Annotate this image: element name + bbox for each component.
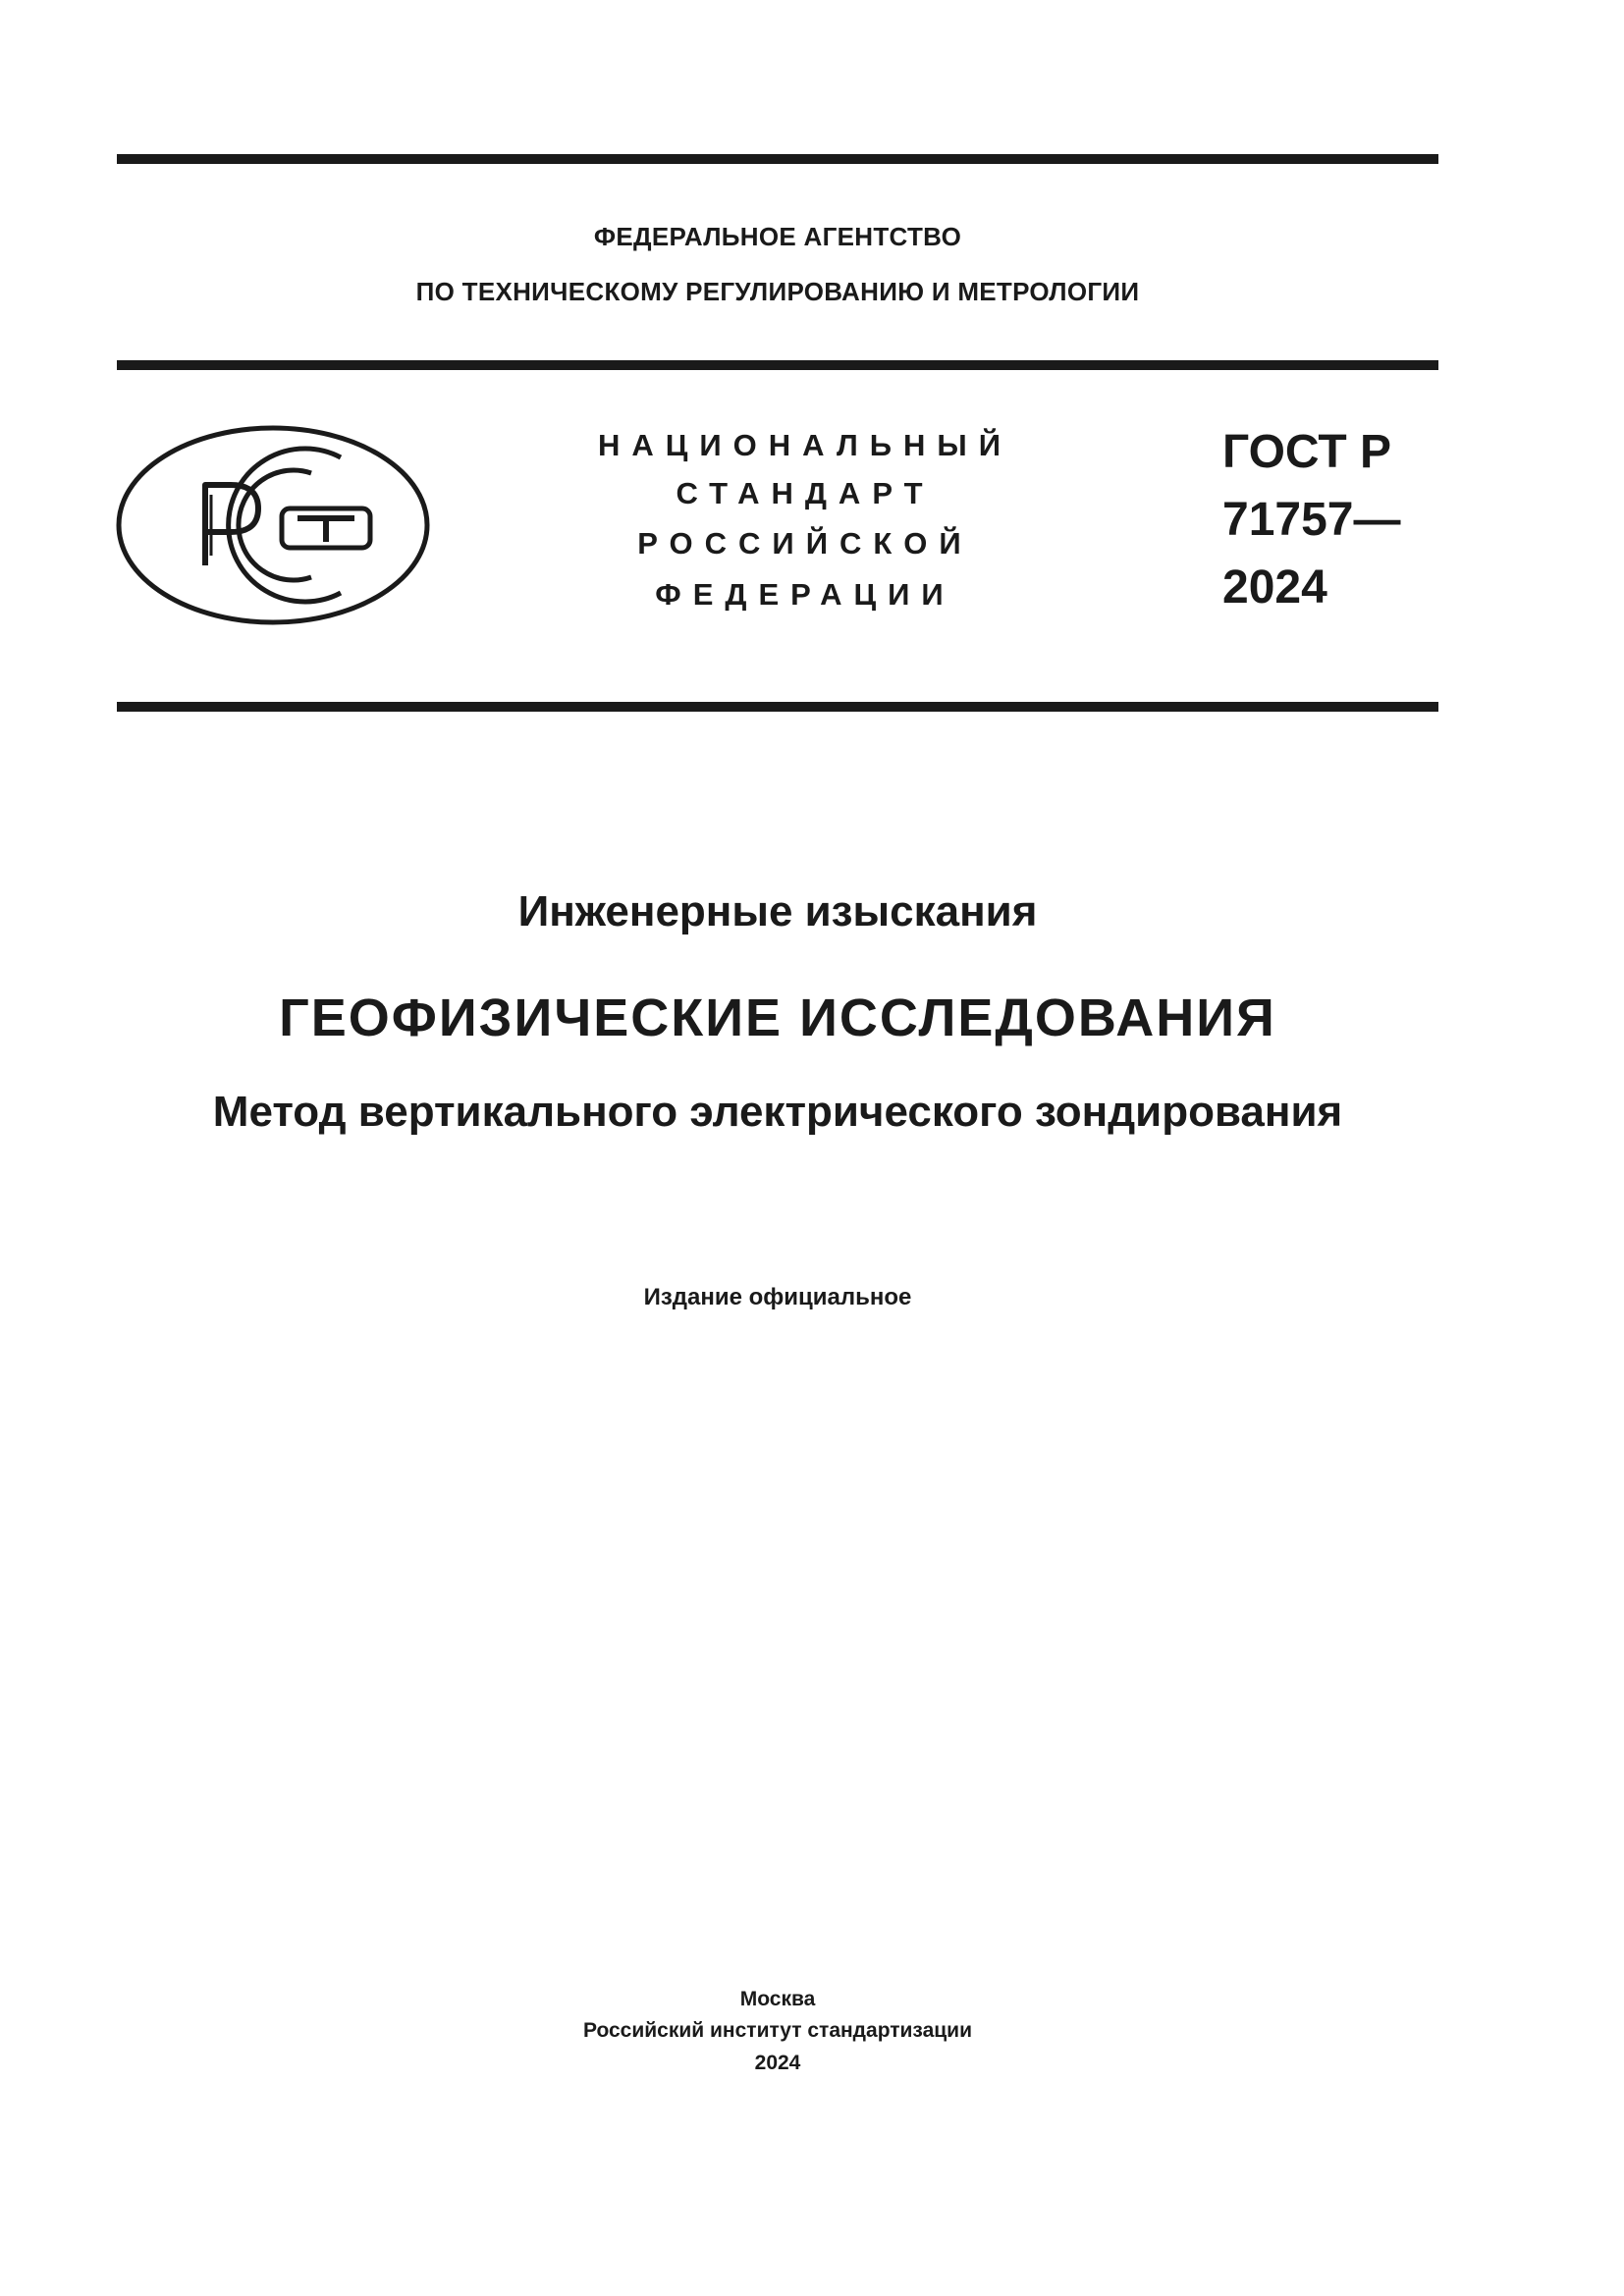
standard-designation-line1: ГОСТ Р bbox=[1222, 426, 1392, 478]
middle-rule bbox=[117, 360, 1438, 370]
document-title-category: Инженерные изыскания bbox=[517, 887, 1038, 935]
rst-logo-icon bbox=[115, 424, 431, 626]
document-title-subtitle: Метод вертикального электрического зондирования bbox=[212, 1088, 1343, 1136]
national-standard-line1: НАЦИОНАЛЬНЫЙ bbox=[597, 428, 1013, 462]
agency-name-line1: ФЕДЕРАЛЬНОЕ АГЕНТСТВО bbox=[593, 222, 962, 251]
standard-designation-line3: 2024 bbox=[1222, 561, 1327, 614]
imprint-year: 2024 bbox=[754, 2052, 801, 2074]
imprint-city: Москва bbox=[739, 1988, 816, 2010]
imprint-publisher: Российский институт стандартизации bbox=[582, 2019, 973, 2042]
national-standard-line4: ФЕДЕРАЦИИ bbox=[655, 577, 955, 612]
bottom-rule bbox=[117, 702, 1438, 712]
document-title-main: ГЕОФИЗИЧЕСКИЕ ИССЛЕДОВАНИЯ bbox=[279, 988, 1276, 1047]
top-rule bbox=[117, 154, 1438, 164]
edition-note: Издание официальное bbox=[643, 1284, 912, 1310]
agency-name-line2: ПО ТЕХНИЧЕСКОМУ РЕГУЛИРОВАНИЮ И МЕТРОЛОГИИ bbox=[415, 277, 1140, 306]
national-standard-line2: СТАНДАРТ bbox=[676, 476, 935, 510]
national-standard-line3: РОССИЙСКОЙ bbox=[637, 526, 973, 561]
standard-designation-line2: 71757— bbox=[1222, 494, 1401, 546]
